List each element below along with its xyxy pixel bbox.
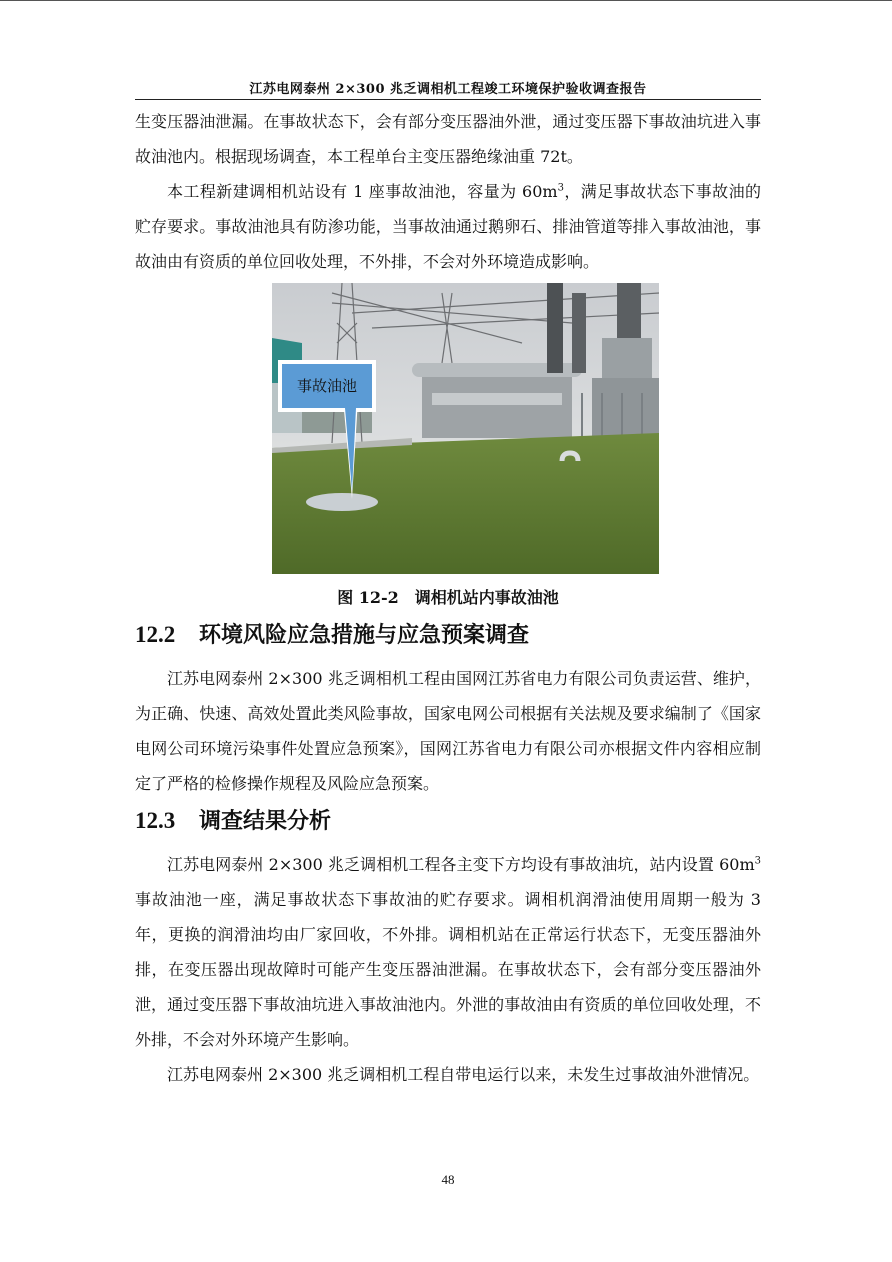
section-title: 环境风险应急措施与应急预案调查	[199, 622, 530, 648]
paragraph-continuation: 生变压器油泄漏。在事故状态下，会有部分变压器油外泄，通过变压器下事故油坑进入事故油池内。根据现场调查，本工程单台主变压器绝缘油重 72t。	[135, 112, 761, 166]
top-border-line	[0, 0, 892, 1]
section-number: 12.2	[135, 622, 176, 647]
paragraph-no-leak: 江苏电网泰州 2×300 兆乏调相机工程自带电运行以来，未发生过事故油外泄情况。	[167, 1065, 760, 1084]
photo-illustration	[272, 283, 659, 574]
paragraph-oil-pool-part1: 本工程新建调相机站设有 1 座事故油池，容量为 60m	[167, 182, 558, 201]
bushing-2	[572, 293, 586, 373]
paragraph-result-part1: 江苏电网泰州 2×300 兆乏调相机工程各主变下方均设有事故油坑，站内设置 60m	[167, 855, 755, 874]
figure-photo-accident-oil-pool	[272, 283, 659, 574]
paragraph-result-analysis	[135, 847, 761, 1057]
section-number: 12.3	[135, 808, 176, 833]
superscript-cubic: 3	[754, 855, 761, 867]
section-heading-12-3	[135, 804, 331, 835]
bushing-3	[617, 283, 641, 343]
paragraph-oil-pool-part2: ，满足事故状态下事故油的贮存要求。事故油池具有防渗功能，当事故油通过鹅卵石、排油管道等排入事故油池，事故油由有资质的单位回收处理，不外排，不会对外环境造成影响。	[135, 182, 761, 271]
paragraph-oil-pool	[135, 174, 761, 279]
figure-caption: 图 12-2 调相机站内事故油池	[337, 588, 559, 607]
cooler	[602, 338, 652, 383]
paragraph-emergency-plan: 江苏电网泰州 2×300 兆乏调相机工程由国网江苏省电力有限公司负责运营、维护，为正确、快速、高效处置此类风险事故，国家电网公司根据有关法规及要求编制了《国家电网公司环境污染事件处置应急预案》，国网江苏省电力有限公司亦根据文件内容相应制定了严格的检修操作规程及风险应急预案。	[135, 669, 761, 793]
running-header: 江苏电网泰州 2×300 兆乏调相机工程竣工环境保护验收调查报告	[249, 82, 647, 97]
callout-label: 事故油池	[296, 377, 358, 395]
bushing-1	[547, 283, 563, 373]
transformer-band	[432, 393, 562, 405]
accident-oil-pool-cover	[306, 493, 378, 511]
header-rule	[135, 99, 761, 100]
superscript-cubic: 3	[557, 182, 564, 194]
paragraph-result-part2: 事故油池一座，满足事故状态下事故油的贮存要求。调相机润滑油使用周期一般为 3 年，更换的润滑油均由厂家回收，不外排。调相机站在正常运行状态下，无变压器油外排，在变压器出现故障时可能产生变压器油泄漏。在事故状态下，会有部分变压器油外泄，通过变压器下事故油坑进入事故油池内。外泄的事故油由有资质的单位回收处理，不外排，不会对外环境产生影响。	[135, 890, 761, 1049]
section-title: 调查结果分析	[199, 808, 332, 834]
page-number: 48	[441, 1172, 455, 1187]
section-heading-12-2	[135, 618, 529, 649]
